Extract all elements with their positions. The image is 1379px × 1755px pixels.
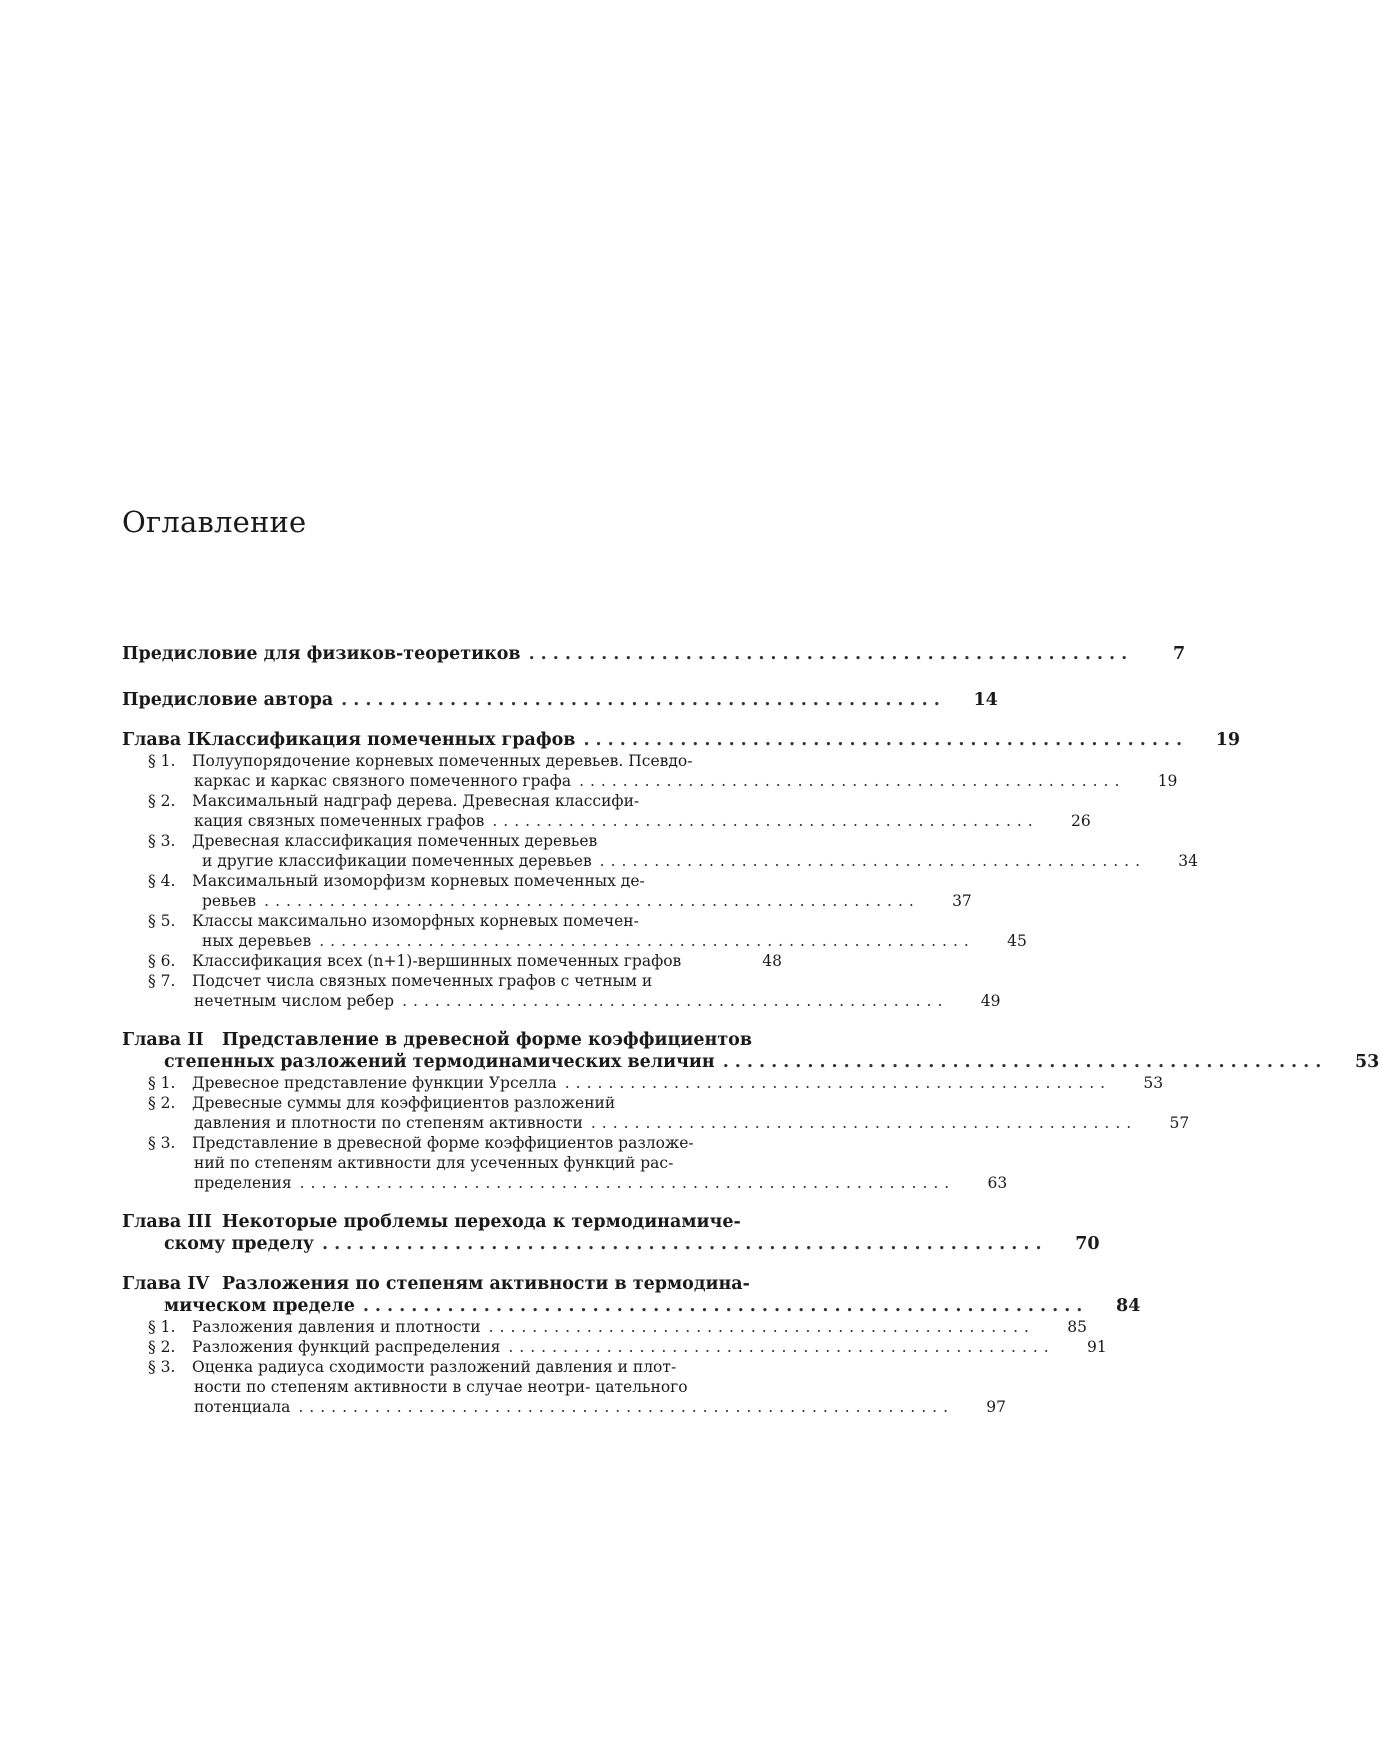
toc-chapter-continuation[interactable] [122, 1295, 1141, 1317]
page-number: 97 [986, 1398, 1006, 1416]
toc-entry-title: Предисловие для физиков-теоретиков [122, 644, 521, 664]
table-of-contents [122, 643, 1379, 1417]
page-number: 7 [1173, 644, 1186, 664]
section-title-line: пределения [194, 1174, 292, 1192]
toc-chapter-2[interactable] [122, 1029, 782, 1051]
section-title-line: Максимальный надграф дерева. Древесная классифи- [192, 792, 640, 810]
leader-dots: .................................................. [564, 1074, 1112, 1092]
leader-dots: .................................................. [492, 812, 1039, 830]
toc-entry-title: Предисловие автора [122, 690, 334, 710]
leader-dots: ............................................................ [362, 1296, 1089, 1316]
toc-section-2-1[interactable] [122, 1073, 1164, 1093]
section-number: § 5. [148, 912, 176, 930]
section-title-line: ревьев [202, 892, 257, 910]
toc-section-1-1[interactable] [122, 751, 782, 771]
leader-dots: ............................................................ [299, 1174, 956, 1192]
toc-section-1-5[interactable] [122, 911, 782, 931]
toc-chapter-continuation[interactable] [122, 1233, 1100, 1255]
chapter-label: Глава II [122, 1030, 204, 1050]
toc-section-1-2[interactable] [122, 791, 782, 811]
leader-dots: .................................................. [508, 1338, 1055, 1356]
section-title-line: Классификация всех (n+1)-вершинных помеченных графов [192, 952, 682, 970]
section-title-line: ных деревьев [202, 932, 312, 950]
toc-section-1-6[interactable] [122, 951, 782, 971]
section-title-line: и другие классификации помеченных деревьев [202, 852, 592, 870]
section-title-line: Разложения функций распределения [192, 1338, 501, 1356]
page-title: Оглавление [122, 505, 307, 539]
toc-section-continuation[interactable] [122, 1397, 1006, 1417]
chapter-label: Глава III [122, 1212, 212, 1232]
chapter-title: мическом пределе [164, 1296, 355, 1316]
toc-section-1-7[interactable] [122, 971, 782, 991]
page-number: 53 [1143, 1074, 1164, 1092]
chapter-title: Разложения по степеням активности в термодина- [222, 1274, 750, 1294]
leader-dots: ............................................................ [264, 892, 920, 910]
section-title-line: каркас и каркас связного помеченного графа [194, 772, 572, 790]
toc-section-continuation[interactable] [122, 1173, 1008, 1193]
page-number: 85 [1067, 1318, 1087, 1336]
toc-chapter-continuation[interactable] [122, 1051, 1379, 1073]
toc-section-1-4[interactable] [122, 871, 782, 891]
chapter-title: Представление в древесной форме коэффициентов [222, 1030, 752, 1050]
section-title-line: Полуупорядочение корневых помеченных деревьев. Псевдо- [192, 752, 693, 770]
leader-dots: .................................................. [590, 1114, 1138, 1132]
toc-section-continuation[interactable] [122, 811, 1091, 831]
toc-section-continuation[interactable] [122, 851, 1199, 871]
section-number: § 2. [148, 1094, 176, 1112]
section-title-line: Классы максимально изоморфных корневых помечен- [192, 912, 639, 930]
section-title-line: Разложения давления и плотности [192, 1318, 481, 1336]
chapter-title: степенных разложений термодинамических величин [164, 1052, 715, 1072]
section-title-line: ний по степеням активности для усеченных функций рас- [194, 1154, 674, 1172]
leader-dots: .................................................. [579, 772, 1126, 790]
leader-dots: .................................................. [341, 690, 946, 710]
chapter-label: Глава IV [122, 1274, 210, 1294]
page-number: 57 [1169, 1114, 1190, 1132]
page-number: 91 [1087, 1338, 1107, 1356]
page-number: 84 [1116, 1296, 1141, 1316]
leader-dots: ............................................................ [321, 1234, 1048, 1254]
page-number: 48 [762, 952, 782, 970]
toc-section-continuation[interactable] [122, 991, 1001, 1011]
leader-dots: .................................................. [583, 730, 1189, 750]
page-number: 19 [1157, 772, 1178, 790]
section-title-line: Древесное представление функции Урселла [192, 1074, 557, 1092]
toc-section-continuation[interactable] [122, 931, 1027, 951]
page-number: 49 [980, 992, 1001, 1010]
section-title-line: нечетным числом ребер [194, 992, 395, 1010]
section-title-line: Древесные суммы для коэффициентов разложений [192, 1094, 616, 1112]
leader-dots: .................................................. [599, 852, 1147, 870]
section-number: § 3. [148, 1134, 176, 1152]
page-number: 19 [1215, 730, 1241, 750]
section-title-line: ности по степеням активности в случае неотри- цательного [194, 1378, 688, 1396]
toc-section-2-2[interactable] [122, 1093, 782, 1113]
toc-section-1-3[interactable] [122, 831, 782, 851]
toc-chapter-1[interactable] [122, 729, 1241, 751]
section-title-line: Древесная классификация помеченных деревьев [192, 832, 598, 850]
section-title-line: Оценка радиуса сходимости разложений давления и плот- [192, 1358, 677, 1376]
toc-section-4-3[interactable] [122, 1357, 782, 1377]
section-number: § 1. [148, 1318, 176, 1336]
page-number: 45 [1007, 932, 1027, 950]
page-number: 70 [1075, 1234, 1100, 1254]
page-number: 37 [952, 892, 972, 910]
section-number: § 3. [148, 832, 176, 850]
section-title-line: кация связных помеченных графов [194, 812, 485, 830]
chapter-title: Некоторые проблемы перехода к термодинамиче- [222, 1212, 741, 1232]
leader-dots: ............................................................ [298, 1398, 954, 1416]
page-number: 26 [1071, 812, 1091, 830]
toc-chapter-4[interactable] [122, 1273, 782, 1295]
toc-section-continuation[interactable] [122, 1113, 1190, 1133]
section-title-line: Подсчет числа связных помеченных графов с четным и [192, 972, 653, 990]
leader-dots: ............................................................ [319, 932, 975, 950]
section-title-line: Представление в древесной форме коэффициентов разложе- [192, 1134, 694, 1152]
page-number: 53 [1354, 1052, 1379, 1072]
section-number: § 4. [148, 872, 176, 890]
section-number: § 6. [148, 952, 176, 970]
section-title-line: потенциала [194, 1398, 291, 1416]
chapter-title: Классификация помеченных графов [195, 730, 576, 750]
section-number: § 2. [148, 792, 176, 810]
toc-section-4-2[interactable] [122, 1337, 1107, 1357]
toc-section-continuation[interactable] [122, 1153, 782, 1173]
chapter-label: Глава I [122, 730, 196, 750]
page-number: 63 [987, 1174, 1008, 1192]
section-number: § 1. [148, 1074, 176, 1092]
leader-dots: .................................................. [402, 992, 949, 1010]
page-number: 34 [1178, 852, 1199, 870]
toc-entry-preface-physicists[interactable] [122, 643, 1186, 665]
leader-dots: .................................................. [528, 644, 1134, 664]
section-title-line: давления и плотности по степеням активности [194, 1114, 583, 1132]
section-number: § 7. [148, 972, 176, 990]
page-number: 14 [973, 690, 998, 710]
toc-section-continuation[interactable] [122, 771, 1178, 791]
section-title-line: Максимальный изоморфизм корневых помеченных де- [192, 872, 645, 890]
section-number: § 2. [148, 1338, 176, 1356]
leader-dots: .................................................. [722, 1052, 1328, 1072]
toc-section-continuation[interactable] [122, 1377, 782, 1397]
toc-section-continuation[interactable] [122, 891, 972, 911]
leader-dots: .................................................. [488, 1318, 1035, 1336]
section-number: § 1. [148, 752, 176, 770]
toc-chapter-3[interactable] [122, 1211, 782, 1233]
section-number: § 3. [148, 1358, 176, 1376]
toc-section-2-3[interactable] [122, 1133, 782, 1153]
chapter-title: скому пределу [164, 1234, 314, 1254]
toc-section-4-1[interactable] [122, 1317, 1087, 1337]
toc-entry-preface-author[interactable] [122, 689, 998, 711]
